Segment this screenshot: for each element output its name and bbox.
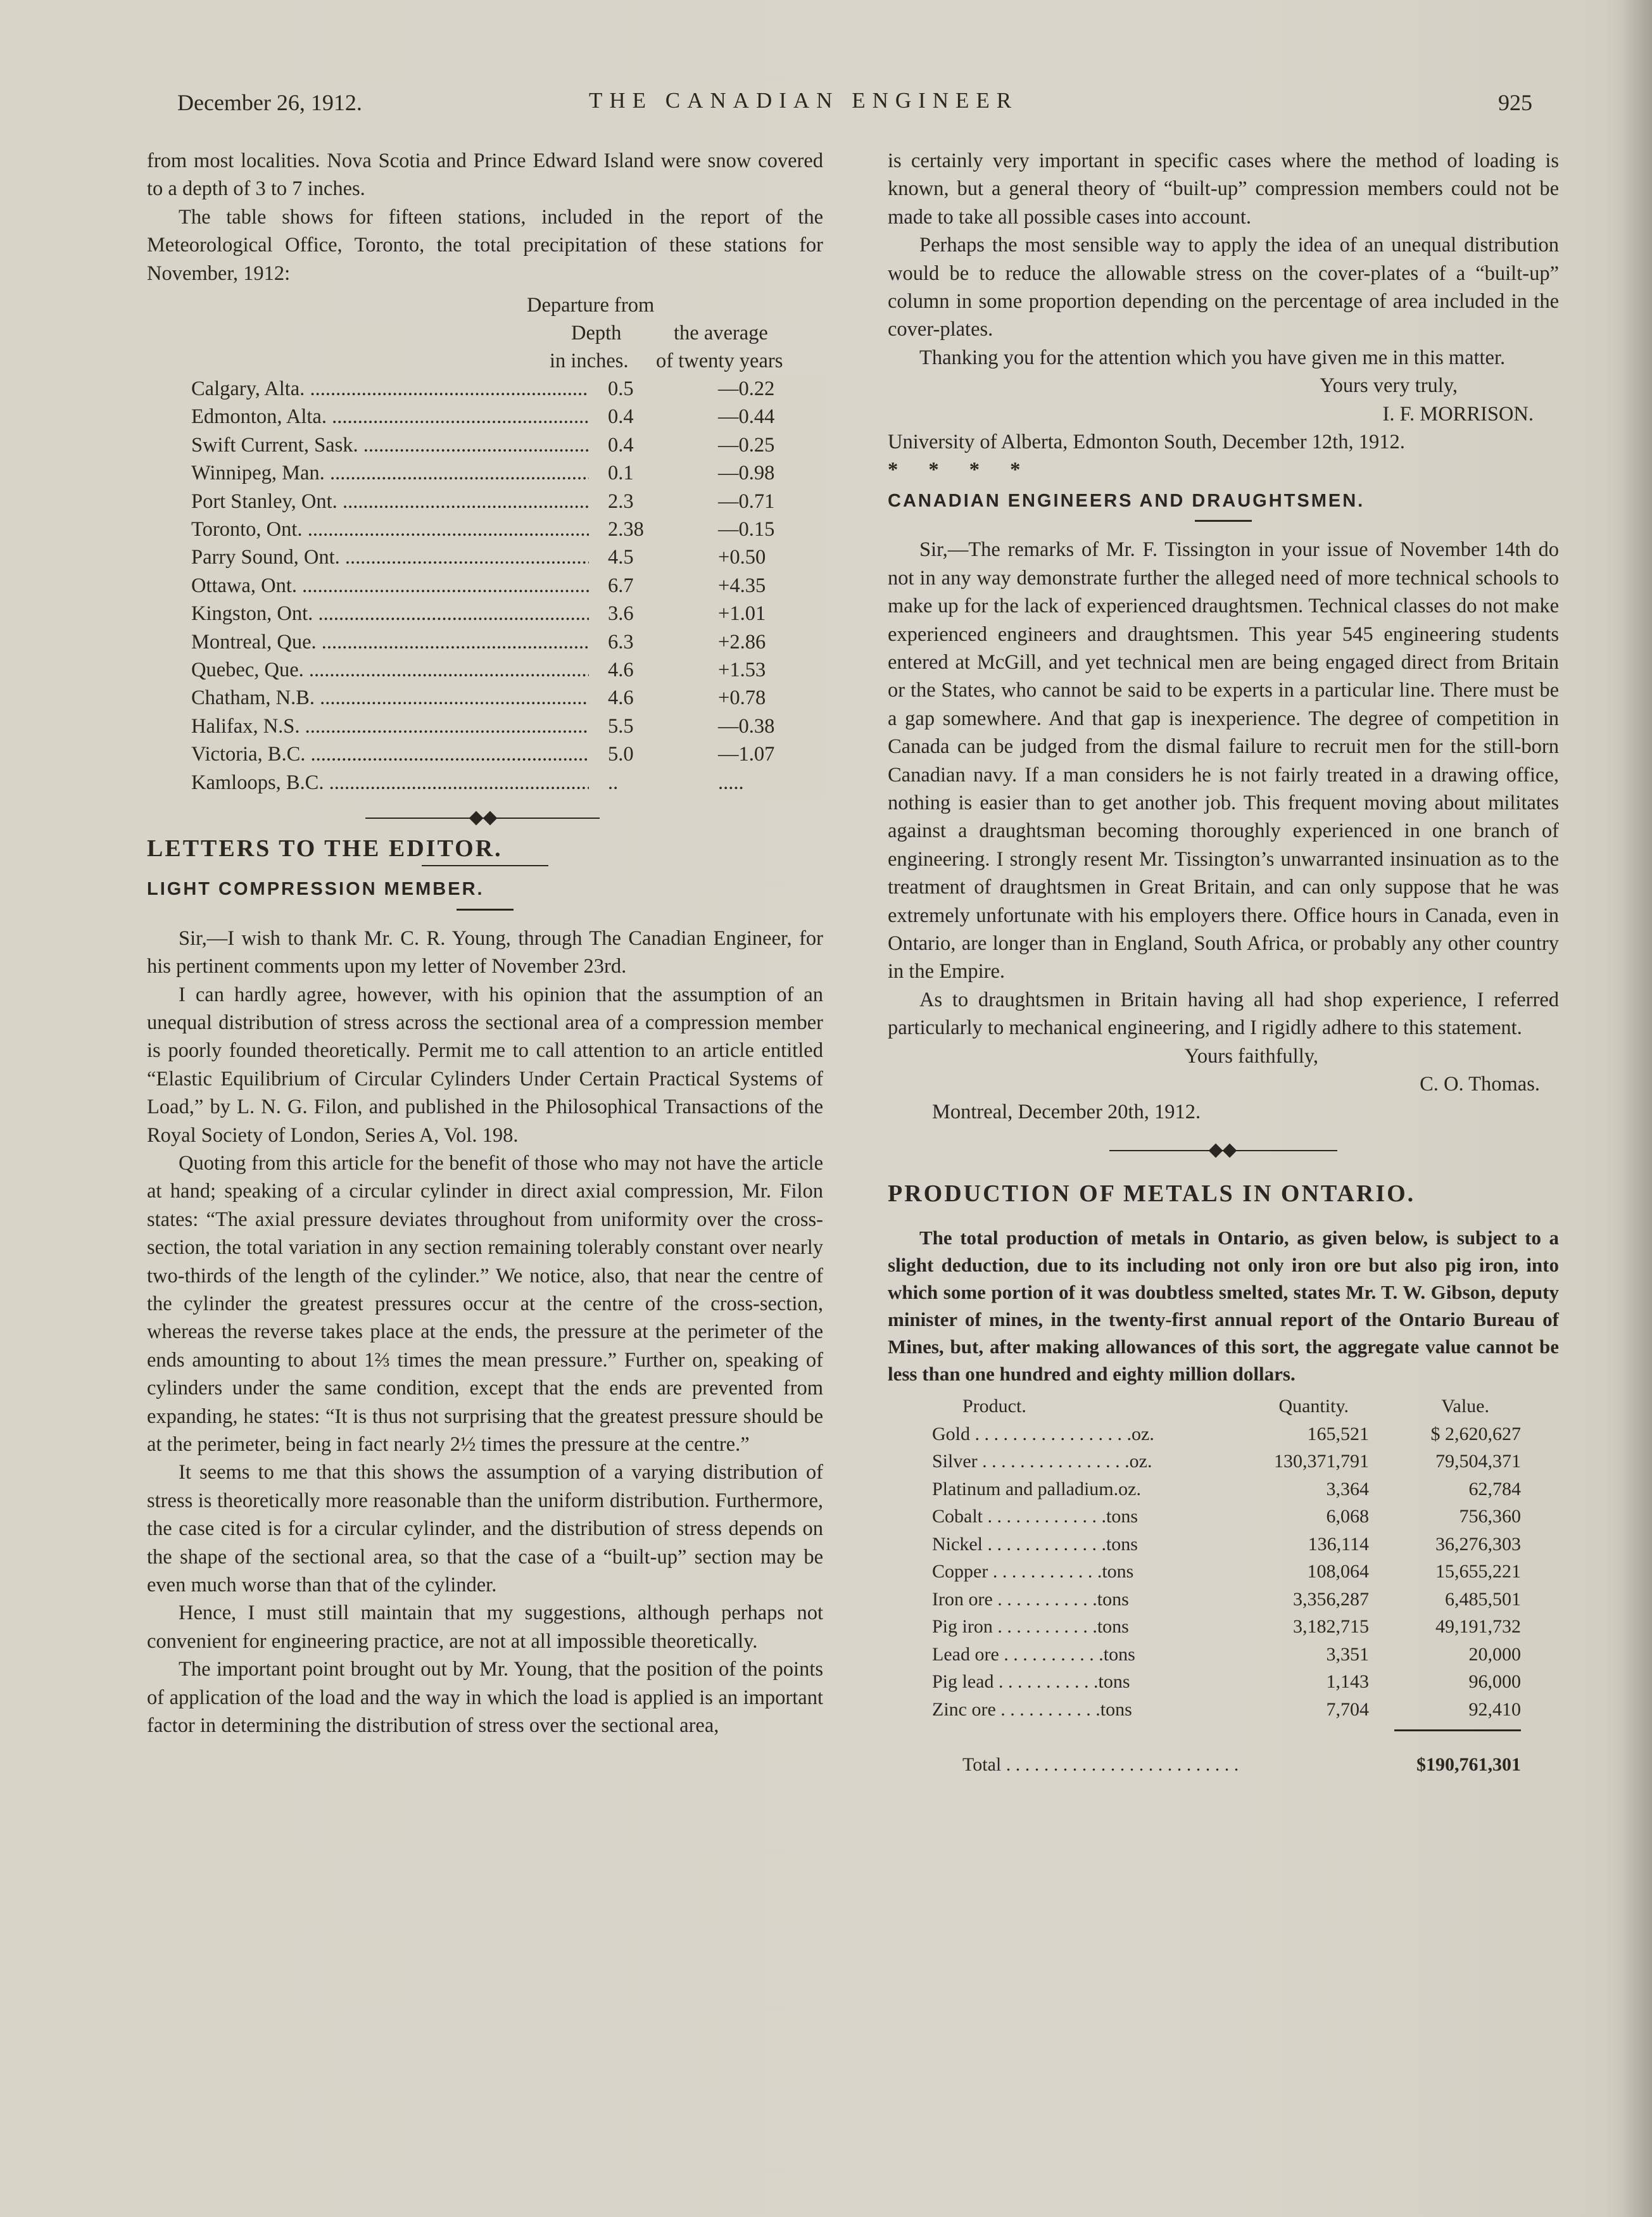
table-row	[147, 543, 823, 571]
depth-value: 4.6	[589, 684, 703, 712]
letter1-closing: Yours very truly,	[1320, 374, 1458, 398]
table-row	[147, 740, 823, 768]
table-row	[147, 712, 823, 740]
letter1-heading: LIGHT COMPRESSION MEMBER.	[147, 879, 484, 900]
heading-rule	[422, 865, 548, 866]
metals-total-row	[888, 1751, 1521, 1779]
table-row	[888, 1475, 1521, 1503]
value-amount: 15,655,221	[1435, 1561, 1521, 1582]
station-name: Winnipeg, Man. .....	[191, 459, 710, 487]
table-row	[888, 1448, 1521, 1475]
ornamental-rule	[888, 1138, 1559, 1163]
station-name: Parry Sound, Ont. .....	[191, 543, 710, 571]
metals-total-rule-row	[888, 1723, 1521, 1751]
table-row	[147, 403, 823, 431]
depth-value: 0.1	[589, 459, 703, 487]
depth-value: 0.5	[589, 375, 703, 403]
metals-intro	[888, 1224, 1559, 1387]
product-name: Platinum and palladium.oz.	[932, 1478, 1141, 1500]
value-amount: 20,000	[1468, 1643, 1521, 1665]
quantity-value: 136,114	[1308, 1533, 1369, 1555]
letter1-paragraph: I can hardly agree, however, with his opinion that the assumption of an unequal distribution of stress across the sectional area of a compression member is poorly founded theoretically. Permit me to call attention to an article entitled “Elastic Equilibrium of Circular Cylinders Under Certain Practical Systems of Load,” by L. N. G. Filon, and published in the Philosophical Transactions of the Royal Society of London, Series A, Vol. 198.	[147, 983, 823, 1147]
table-row	[147, 656, 823, 684]
station-name: Montreal, Que. .....	[191, 628, 710, 656]
page-number: 925	[1498, 90, 1532, 115]
metals-table-header	[888, 1393, 1521, 1420]
quantity-value: 108,064	[1307, 1561, 1369, 1582]
depth-value: 4.5	[589, 543, 703, 571]
letter2-paragraph: As to draughtsmen in Britain having all had shop experience, I referred particularly to mechanical engineering, and I rigidly adhere to this statement.	[888, 988, 1559, 1040]
value-amount: $ 2,620,627	[1430, 1423, 1521, 1444]
station-name: Ottawa, Ont. .....	[191, 572, 710, 600]
quantity-value: 6,068	[1326, 1506, 1369, 1527]
letter1-paragraph: Sir,—I wish to thank Mr. C. R. Young, through The Canadian Engineer, for his pertinent comments upon my letter of November 23rd.	[147, 926, 823, 978]
depth-value: 5.5	[589, 712, 703, 740]
quantity-value: 1,143	[1326, 1671, 1369, 1693]
departure-value: —1.07	[684, 740, 823, 768]
product-name: Silver . . . . . . . . . . . . . . . .oz.	[932, 1451, 1152, 1472]
header-quantity: Quantity.	[1278, 1396, 1349, 1417]
value-amount: 79,504,371	[1435, 1451, 1521, 1472]
header-depth-2: in inches.	[550, 350, 629, 373]
table-row	[147, 600, 823, 628]
letter2-signer: C. O. Thomas.	[1420, 1073, 1540, 1096]
table-row	[147, 431, 823, 459]
station-name: Chatham, N.B. .....	[191, 684, 710, 712]
header-product: Product.	[962, 1396, 1026, 1417]
quantity-value: 130,371,791	[1274, 1451, 1369, 1472]
depth-value: 3.6	[589, 600, 703, 628]
value-amount: 49,191,732	[1435, 1616, 1521, 1638]
ornamental-rule	[147, 805, 823, 831]
table-row	[888, 1531, 1521, 1558]
letter1-continuation: Thanking you for the attention which you have given me in this matter.	[919, 346, 1506, 369]
product-name: Iron ore . . . . . . . . . . .tons	[932, 1588, 1129, 1610]
letter2-closing: Yours faithfully,	[1184, 1044, 1318, 1068]
table-row	[147, 459, 823, 487]
journal-title: THE CANADIAN ENGINEER	[589, 88, 1019, 113]
value-amount: 92,410	[1468, 1698, 1521, 1720]
page-edge-shadow	[1621, 0, 1652, 2217]
product-name: Nickel . . . . . . . . . . . . .tons	[932, 1533, 1138, 1555]
metals-table	[888, 1393, 1521, 1778]
value-amount: 6,485,501	[1445, 1588, 1521, 1610]
table-row	[147, 769, 823, 797]
product-name: Zinc ore . . . . . . . . . . .tons	[932, 1698, 1132, 1720]
quantity-value: 3,356,287	[1293, 1588, 1369, 1610]
product-name: Gold . . . . . . . . . . . . . . . . .oz.	[932, 1423, 1154, 1444]
left-column	[147, 147, 823, 1740]
station-name: Kamloops, B.C. .....	[191, 769, 710, 797]
letter1-continuation: is certainly very important in specific cases where the method of loading is known, but a general theory of “built-up” compression members could not be made to take all possible cases into account.	[888, 149, 1559, 229]
header-depth-1: Depth	[571, 322, 622, 345]
table-row	[147, 684, 823, 712]
letter1-place-date: University of Alberta, Edmonton South, December 12th, 1912.	[888, 431, 1405, 454]
table-row	[888, 1613, 1521, 1641]
station-name: Calgary, Alta. .....	[191, 375, 710, 403]
departure-value: —0.25	[684, 431, 823, 459]
letter2-heading: CANADIAN ENGINEERS AND DRAUGHTSMEN.	[888, 490, 1365, 511]
departure-value: —0.98	[684, 459, 823, 487]
header-value: Value.	[1441, 1396, 1489, 1417]
letter1-signer: I. F. MORRISON.	[1382, 402, 1534, 426]
departure-value: —0.71	[684, 488, 823, 515]
product-name: Lead ore . . . . . . . . . . .tons	[932, 1643, 1135, 1665]
total-value: $190,761,301	[1416, 1753, 1521, 1775]
departure-value: .....	[684, 769, 823, 797]
table-row	[147, 628, 823, 656]
table-row	[147, 488, 823, 515]
depth-value: 6.7	[589, 572, 703, 600]
departure-value: —0.22	[684, 375, 823, 403]
departure-value: +4.35	[684, 572, 823, 600]
right-column	[888, 147, 1559, 1778]
total-rule	[1394, 1729, 1521, 1731]
depth-value: 5.0	[589, 740, 703, 768]
station-name: Quebec, Que. .....	[191, 656, 710, 684]
quantity-value: 165,521	[1307, 1423, 1369, 1444]
table-row	[888, 1503, 1521, 1531]
station-name: Edmonton, Alta. .....	[191, 403, 710, 431]
departure-value: —0.15	[684, 515, 823, 543]
table-row	[147, 375, 823, 403]
intro-paragraph: from most localities. Nova Scotia and Prince Edward Island were snow covered to a depth of 3 to 7 inches.	[147, 149, 823, 201]
quantity-value: 3,351	[1326, 1643, 1369, 1665]
value-amount: 36,276,303	[1435, 1533, 1521, 1555]
departure-value: +0.50	[684, 543, 823, 571]
letter1-paragraph: The important point brought out by Mr. Young, that the position of the points of application of the load and the way in which the load is applied is an important factor in determining the distribution of stress over the sectional area,	[147, 1658, 823, 1738]
table-row	[888, 1696, 1521, 1724]
letter1-continuation: Perhaps the most sensible way to apply the idea of an unequal distribution would be to reduce the allowable stress on the cover-plates of a “built-up” column in some proportion depending on the percentage of area included in the cover-plates.	[888, 234, 1559, 341]
station-name: Toronto, Ont. .....	[191, 515, 710, 543]
table-row	[888, 1668, 1521, 1696]
depth-value: ..	[589, 769, 703, 797]
product-name: Copper . . . . . . . . . . . .tons	[932, 1561, 1134, 1582]
table-row	[888, 1420, 1521, 1448]
precipitation-table	[147, 291, 823, 797]
station-name: Halifax, N.S. .....	[191, 712, 710, 740]
depth-value: 0.4	[589, 431, 703, 459]
letter2-place-date: Montreal, December 20th, 1912.	[932, 1101, 1201, 1124]
station-name: Victoria, B.C. .....	[191, 740, 710, 768]
table-row	[147, 572, 823, 600]
letters-heading: LETTERS TO THE EDITOR.	[147, 835, 503, 862]
depth-value: 6.3	[589, 628, 703, 656]
heading-rule	[457, 909, 514, 911]
table-row	[888, 1558, 1521, 1586]
letter2-paragraph: Sir,—The remarks of Mr. F. Tissington in your issue of November 14th do not in any way demonstrate further the alleged need of more technical schools to make up for the lack of experienced draughtsmen. Technical classes do not make experienced engineers and draughtsmen. This year 545 engineering students entered at McGill, and yet technical men are being engaged direct from Britain or the States, who cannot be said to be experts in a particular line. There must be a gap somewhere. And that gap is inexperience. The degree of competition in Canada can be judged from the dismal failure to recruit men for the still-born Canadian navy. If a man considers he is not fairly treated in a drawing office, nothing is easier than to get another job. This frequent moving about militates against a draughtsman becoming thoroughly experienced in one branch of engineering. I strongly resent Mr. Tissington’s unwarranted insinuation as to the treatment of draughtsmen in Great Britain, and can only suppose that he was extremely unfortunate with his employers there. Office hours in Canada, even in Ontario, are longer than in England, South Africa, or probably any other country in the Empire.	[888, 538, 1559, 983]
product-name: Pig lead . . . . . . . . . . .tons	[932, 1671, 1130, 1693]
departure-value: —0.44	[684, 403, 823, 431]
departure-value: +1.01	[684, 600, 823, 628]
metals-heading: PRODUCTION OF METALS IN ONTARIO.	[888, 1180, 1416, 1207]
station-name: Port Stanley, Ont. .....	[191, 488, 710, 515]
letter1-paragraph: Quoting from this article for the benefit of those who may not have the article at hand; speaking of a circular cylinder in direct axial compression, Mr. Filon states: “The axial pressure deviates throughout from uniformity over the cross-section, the total variation in any section remaining tolerably constant over nearly two-thirds of the length of the cylinder.” We notice, also, that near the centre of the cylinder the greatest pressures occur at the centre of the cross-section, whereas the reverse takes place at the ends, the pressure at the perimeter of the ends amounting to about 1⅔ times the mean pressure.” Further on, speaking of cylinders under the same condition, except that the ends are prevented from expanding, he states: “It is thus not surprising that the greatest pressure should be at the perimeter, being in fact nearly 2½ times the pressure at the centre.”	[147, 1151, 823, 1456]
letter1-paragraph: Hence, I must still maintain that my suggestions, although perhaps not convenient for engineering practice, are not at all impossible theoretically.	[147, 1601, 823, 1653]
metals-intro-paragraph: The total production of metals in Ontario, as given below, is subject to a slight deduction, due to its including not only iron ore but also pig iron, into which some portion of it was doubtless smelted, states Mr. T. W. Gibson, deputy minister of mines, in the twenty-first annual report of the Ontario Bureau of Mines, but, after making allowances of this sort, the aggregate value cannot be less than one hundred and eighty million dollars.	[888, 1227, 1559, 1386]
station-name: Kingston, Ont. .....	[191, 600, 710, 628]
table-row	[147, 515, 823, 543]
departure-value: +0.78	[684, 684, 823, 712]
depth-value: 0.4	[589, 403, 703, 431]
table-row	[888, 1641, 1521, 1669]
running-header	[177, 85, 1532, 123]
departure-value: +2.86	[684, 628, 823, 656]
header-departure-2: the average	[674, 322, 768, 345]
depth-value: 2.3	[589, 488, 703, 515]
product-name: Pig iron . . . . . . . . . . .tons	[932, 1616, 1129, 1638]
quantity-value: 3,182,715	[1293, 1616, 1369, 1638]
quantity-value: 7,704	[1326, 1698, 1369, 1720]
value-amount: 96,000	[1468, 1671, 1521, 1693]
header-departure-3: of twenty years	[656, 350, 783, 373]
depth-value: 2.38	[589, 515, 703, 543]
product-name: Cobalt . . . . . . . . . . . . .tons	[932, 1506, 1138, 1527]
depth-value: 4.6	[589, 656, 703, 684]
precipitation-table-header	[147, 291, 823, 375]
quantity-value: 3,364	[1326, 1478, 1369, 1500]
value-amount: 62,784	[1468, 1478, 1521, 1500]
station-name: Swift Current, Sask. .....	[191, 431, 710, 459]
letter1-paragraph: It seems to me that this shows the assumption of a varying distribution of stress is theoretically more reasonable than the uniform distribution. Furthermore, the case cited is for a circular cylinder, and the distribution of stress depends on the shape of the sectional area, so that the case of a “built-up” section may be even much worse than that of the cylinder.	[147, 1461, 823, 1597]
heading-rule	[1195, 520, 1252, 522]
total-label: Total . . . . . . . . . . . . . . . . . . . . . . . . .	[962, 1753, 1239, 1775]
departure-value: +1.53	[684, 656, 823, 684]
table-row	[888, 1586, 1521, 1614]
departure-value: —0.38	[684, 712, 823, 740]
value-amount: 756,360	[1459, 1506, 1521, 1527]
header-departure-1: Departure from	[527, 294, 655, 317]
issue-date: December 26, 1912.	[177, 90, 362, 115]
intro-paragraph: The table shows for fifteen stations, included in the report of the Meteorological Office, Toronto, the total precipitation of these stations for November, 1912:	[147, 205, 823, 285]
section-stars: * * * *	[888, 458, 1033, 482]
